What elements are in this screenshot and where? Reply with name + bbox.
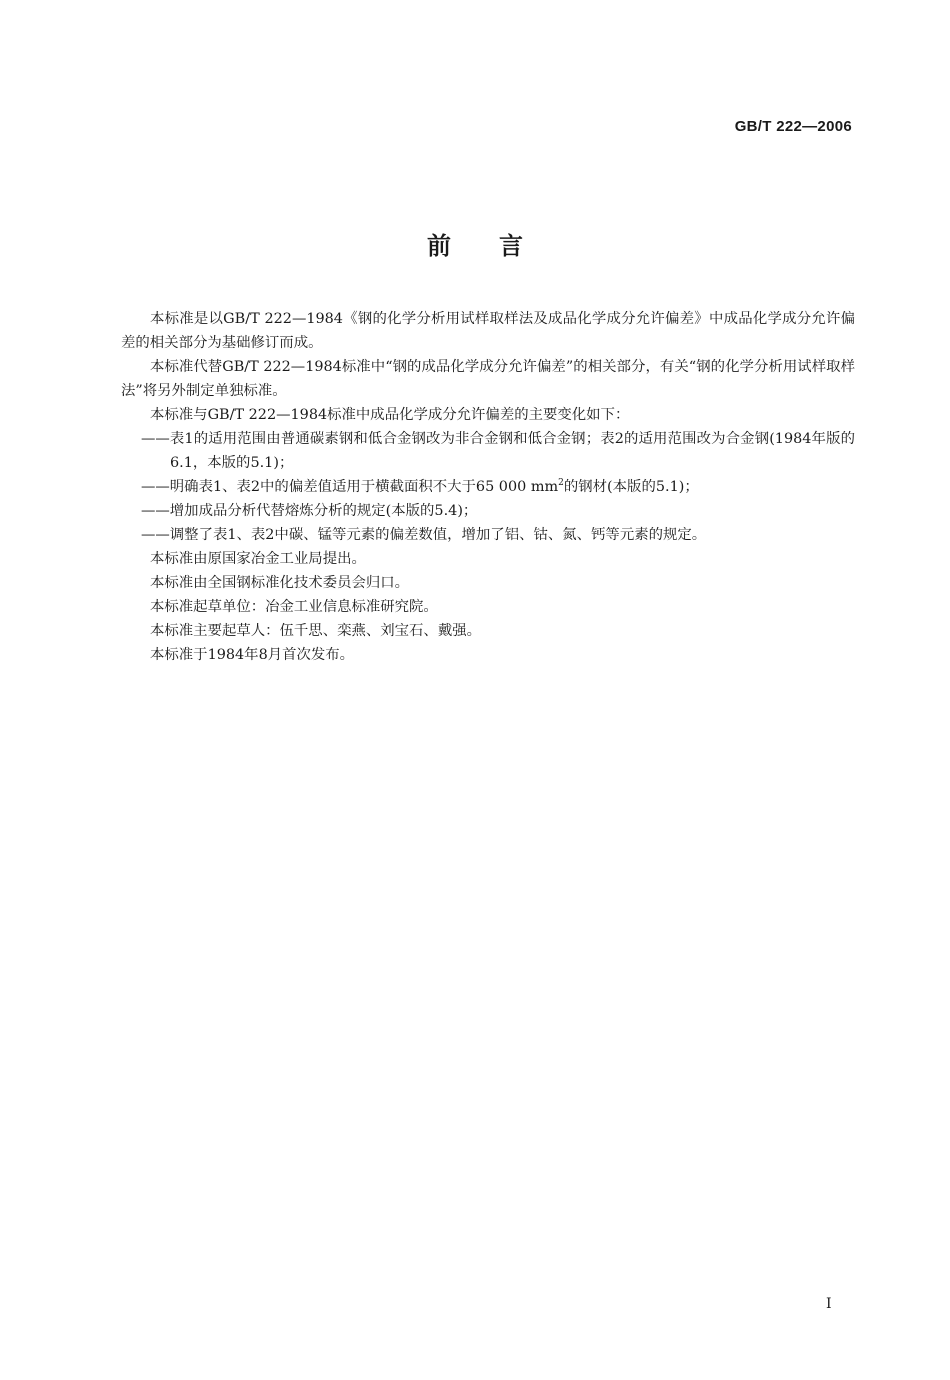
change-item-product-analysis: ——增加成品分析代替熔炼分析的规定(本版的5.4)； <box>141 503 478 519</box>
page-title: 前言 <box>427 231 571 260</box>
foreword-body <box>121 307 855 667</box>
paragraph-first-release: 本标准于1984年8月首次发布。 <box>150 647 355 663</box>
paragraph-centralized: 本标准由全国钢标准化技术委员会归口。 <box>150 575 410 591</box>
paragraph-basis: 本标准是以GB/T 222—1984《钢的化学分析用试样取样法及成品化学成分允许偏差》中成品化学成分允许偏差的相关部分为基础修订而成。 <box>121 311 855 351</box>
paragraph-replaces: 本标准代替GB/T 222—1984标准中“钢的成品化学成分允许偏差”的相关部分，有关“钢的化学分析用试样取样法”将另外制定单独标准。 <box>121 359 855 399</box>
change-item-scope: ——表1的适用范围由普通碳素钢和低合金钢改为非合金钢和低合金钢；表2的适用范围改为合金钢(1984年版的6.1，本版的5.1)； <box>141 431 855 471</box>
change-item-deviation-values: ——调整了表1、表2中碳、锰等元素的偏差数值，增加了铝、钴、氮、钙等元素的规定。 <box>141 527 707 543</box>
paragraph-changes-intro: 本标准与GB/T 222—1984标准中成品化学成分允许偏差的主要变化如下： <box>150 407 630 423</box>
paragraph-drafters: 本标准主要起草人：伍千思、栾燕、刘宝石、戴强。 <box>150 623 481 639</box>
page-number: I <box>826 1296 832 1312</box>
paragraph-drafting-unit: 本标准起草单位：冶金工业信息标准研究院。 <box>150 599 438 615</box>
paragraph-proposer: 本标准由原国家冶金工业局提出。 <box>150 551 366 567</box>
change-item-cross-section <box>141 475 855 499</box>
document-code: GB/T 222—2006 <box>734 118 852 135</box>
change-item-cross-section-text: ——明确表1、表2中的偏差值适用于横截面积不大于65 000 mm <box>141 479 559 495</box>
unit-superscript: 2 <box>558 478 564 489</box>
change-item-cross-section-text-end: 的钢材(本版的5.1)； <box>563 479 699 495</box>
